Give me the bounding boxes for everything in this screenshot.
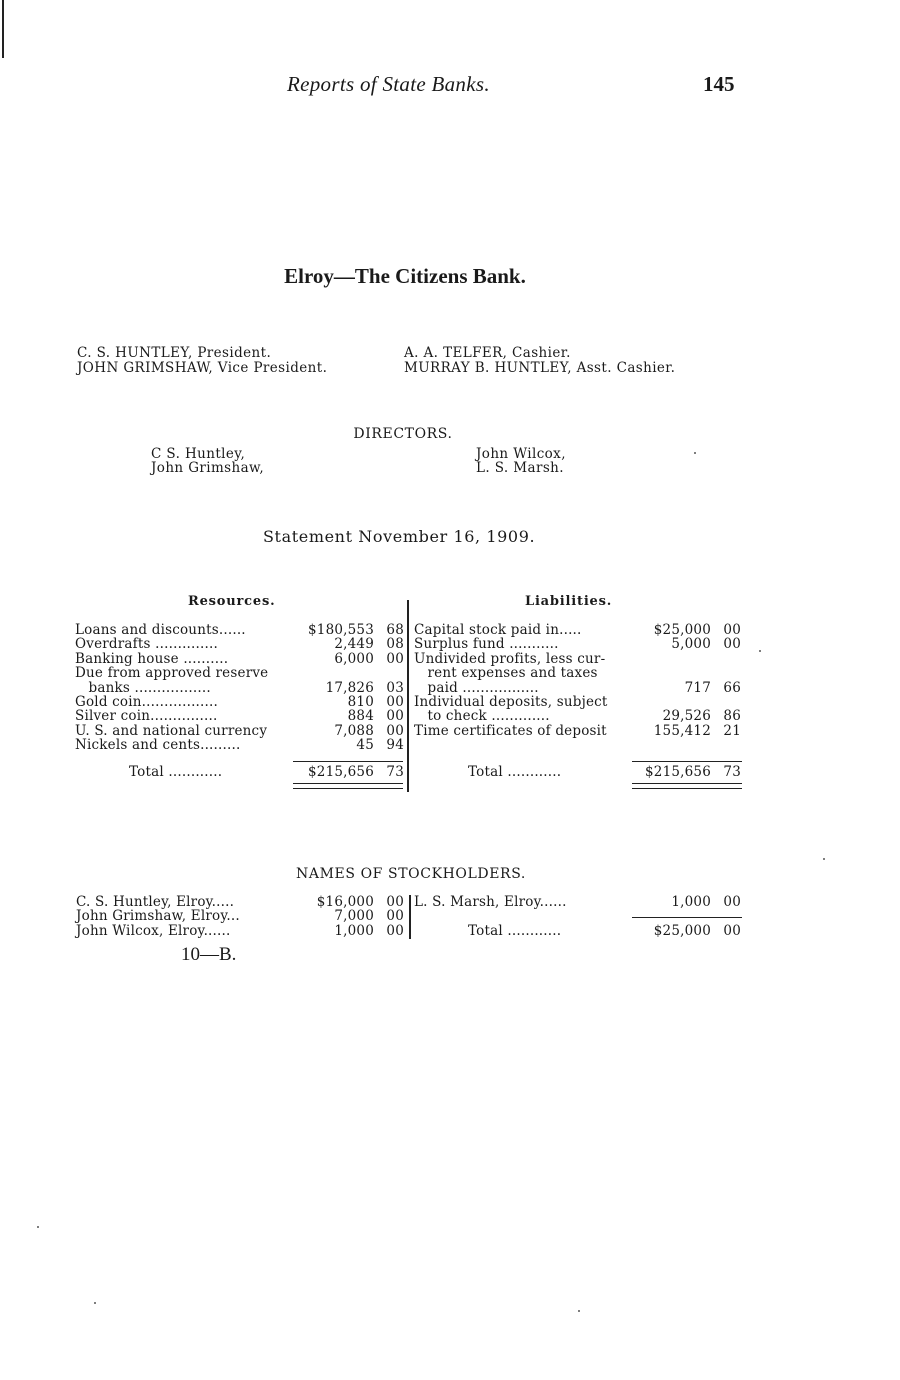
row-label: Individual deposits, subject: [414, 694, 608, 710]
row-label: Undivided profits, less cur-: [414, 650, 606, 667]
row-dollars: $25,000: [653, 622, 711, 638]
liabilities-double-rule: [632, 783, 742, 789]
scan-speck: [759, 650, 761, 652]
directors-heading: DIRECTORS.: [353, 426, 453, 442]
row-dollars: 884: [347, 708, 374, 725]
binding-edge-rule: [2, 0, 4, 58]
table-row: [75, 666, 405, 681]
resources-total-row: [129, 765, 405, 780]
table-row: [414, 724, 742, 739]
row-label: Surplus fund ...........: [414, 636, 559, 653]
row-cents: 00: [386, 694, 404, 710]
total-label: Total ............: [468, 923, 562, 939]
row-label: L. S. Marsh, Elroy......: [414, 894, 567, 910]
row-dollars: 155,412: [653, 722, 711, 739]
stockholders-divider: [409, 895, 411, 939]
officer-vice-president: JOHN GRIMSHAW, Vice President.: [77, 360, 328, 376]
row-dollars: 45: [356, 737, 374, 754]
director-name: C S. Huntley,: [151, 446, 246, 462]
row-cents: 86: [723, 708, 741, 725]
row-cents: 21: [723, 722, 741, 739]
row-cents: 00: [386, 908, 404, 925]
row-cents: 94: [386, 737, 404, 754]
row-dollars: 2,449: [334, 636, 374, 653]
row-label: John Wilcox, Elroy......: [76, 922, 231, 939]
row-label: Time certificates of deposit: [414, 722, 607, 739]
resources-double-rule: [293, 783, 403, 789]
row-label: to check .............: [414, 708, 550, 725]
row-cents: 00: [386, 922, 404, 939]
total-dollars: $215,656: [644, 764, 711, 780]
row-label: C. S. Huntley, Elroy.....: [76, 894, 235, 910]
total-dollars: $215,656: [307, 764, 374, 780]
officer-asst-cashier: MURRAY B. HUNTLEY, Asst. Cashier.: [404, 360, 676, 376]
officer-president: C. S. HUNTLEY, President.: [77, 345, 272, 361]
scan-speck: [578, 1310, 580, 1312]
row-label: John Grimshaw, Elroy...: [76, 908, 240, 925]
row-dollars: 17,826: [325, 679, 374, 696]
page-number: 145: [703, 72, 735, 96]
row-dollars: $16,000: [316, 894, 374, 910]
row-dollars: 717: [684, 679, 711, 696]
table-row: [414, 666, 742, 681]
row-label: U. S. and national currency: [75, 722, 268, 739]
row-label: paid .................: [414, 679, 539, 696]
row-cents: 00: [386, 894, 404, 910]
total-dollars: $25,000: [653, 923, 711, 939]
row-dollars: 29,526: [662, 708, 711, 725]
row-dollars: 5,000: [671, 636, 711, 653]
table-row: [414, 895, 742, 910]
signature-mark: 10—B.: [181, 944, 237, 965]
officer-cashier: A. A. TELFER, Cashier.: [404, 345, 571, 361]
table-row: [75, 738, 405, 753]
resources-heading: Resources.: [188, 594, 276, 609]
row-label: rent expenses and taxes: [414, 665, 598, 682]
row-dollars: 1,000: [671, 894, 711, 910]
row-cents: 00: [386, 722, 404, 739]
row-label: banks .................: [75, 679, 211, 696]
total-cents: 73: [723, 764, 741, 780]
scan-speck: [694, 452, 696, 454]
row-dollars: 7,000: [334, 908, 374, 925]
director-name: John Grimshaw,: [151, 460, 265, 476]
row-dollars: $180,553: [307, 622, 374, 638]
row-cents: 68: [386, 622, 404, 638]
liabilities-heading: Liabilities.: [525, 594, 613, 609]
resources-sum-rule: [293, 761, 403, 762]
row-cents: 00: [723, 636, 741, 653]
total-label: Total ............: [468, 764, 562, 780]
running-header-title: Reports of State Banks.: [287, 72, 490, 96]
balance-sheet-divider: [407, 600, 409, 792]
total-cents: 73: [386, 764, 404, 780]
liabilities-total-row: [468, 765, 742, 780]
statement-title: Statement November 16, 1909.: [263, 527, 536, 546]
row-cents: 00: [723, 894, 741, 910]
scan-speck: [37, 1226, 39, 1228]
row-dollars: 7,088: [334, 722, 374, 739]
director-name: John Wilcox,: [476, 446, 566, 462]
row-label: Nickels and cents.........: [75, 737, 241, 754]
row-label: Silver coin...............: [75, 708, 218, 725]
liabilities-sum-rule: [632, 761, 742, 762]
scan-speck: [94, 1302, 96, 1304]
stockholders-heading: NAMES OF STOCKHOLDERS.: [296, 866, 526, 882]
row-dollars: 6,000: [334, 650, 374, 667]
stockholders-total-row: [468, 924, 742, 939]
stockholders-sum-rule: [632, 917, 742, 918]
director-name: L. S. Marsh.: [476, 460, 564, 476]
total-cents: 00: [723, 923, 741, 939]
row-label: Capital stock paid in.....: [414, 622, 582, 638]
row-label: Banking house ..........: [75, 650, 229, 667]
row-cents: 00: [723, 622, 741, 638]
row-dollars: 810: [347, 694, 374, 710]
bank-title: Elroy—The Citizens Bank.: [284, 264, 526, 288]
row-cents: 00: [386, 708, 404, 725]
row-cents: 03: [386, 679, 404, 696]
row-label: Overdrafts ..............: [75, 636, 218, 653]
scan-speck: [823, 858, 825, 860]
row-cents: 66: [723, 679, 741, 696]
row-label: Loans and discounts......: [75, 622, 246, 638]
total-label: Total ............: [129, 764, 223, 780]
row-label: Due from approved reserve: [75, 665, 269, 682]
row-label: Gold coin.................: [75, 694, 219, 710]
table-row: [76, 924, 405, 939]
row-dollars: 1,000: [334, 922, 374, 939]
row-cents: 00: [386, 650, 404, 667]
row-cents: 08: [386, 636, 404, 653]
